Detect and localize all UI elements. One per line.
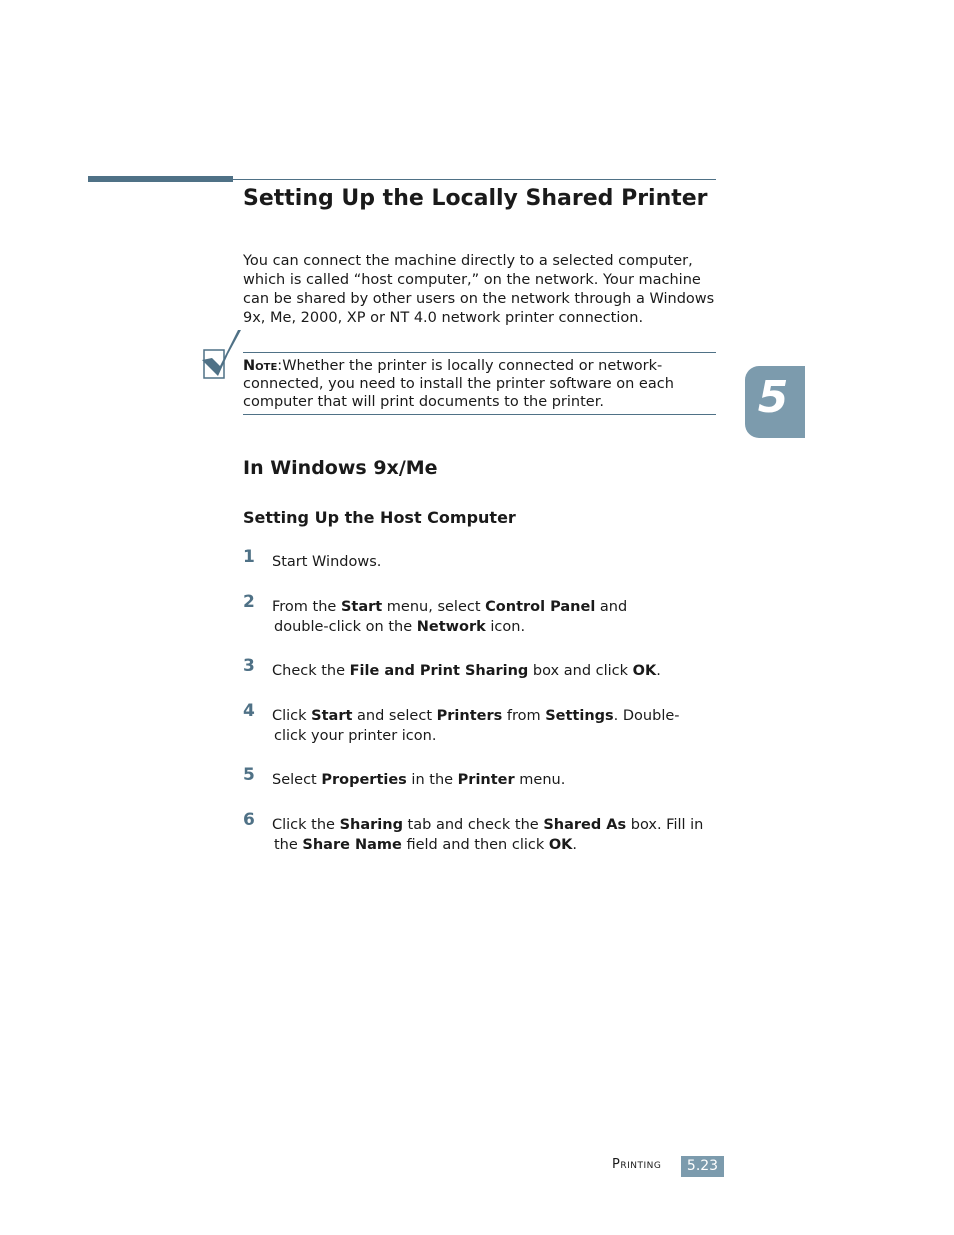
- step-ui-term: Network: [416, 619, 486, 635]
- step-ui-term: Sharing: [339, 817, 403, 833]
- step-text-segment: Start Windows.: [272, 554, 382, 570]
- step-text: [272, 815, 703, 835]
- step-text-segment: from: [502, 708, 546, 724]
- intro-line: can be shared by other users on the network through a Windows: [243, 291, 715, 307]
- step-text-segment: click your printer icon.: [274, 728, 437, 744]
- step-ui-term: OK: [548, 837, 573, 853]
- step-text: [272, 661, 661, 681]
- step-text-segment: menu.: [514, 772, 566, 788]
- step-text-segment: field and then click: [401, 837, 549, 853]
- note-line: computer that will print documents to the printer.: [243, 394, 604, 410]
- step-number: 4: [243, 701, 255, 721]
- step-text-segment: From the: [272, 599, 341, 615]
- note-text: Note:Whether the printer is locally connected or network- connected, you need to install the printer software on each computer that will print documents to the printer.: [243, 358, 674, 410]
- step-text-segment: icon.: [485, 619, 526, 635]
- step-text-segment: .: [656, 663, 661, 679]
- step-ui-term: Start: [311, 708, 353, 724]
- step-text: [272, 597, 627, 617]
- step-ui-term: File and Print Sharing: [349, 663, 529, 679]
- step-text-segment: box. Fill in: [626, 817, 704, 833]
- step-ui-term: OK: [632, 663, 657, 679]
- chapter-number: 5: [757, 372, 789, 423]
- intro-line: 9x, Me, 2000, XP or NT 4.0 network printer connection.: [243, 310, 644, 326]
- step-text: [272, 770, 565, 790]
- note-label: Note: [243, 358, 278, 374]
- subsection-heading: Setting Up the Host Computer: [243, 508, 516, 527]
- note-line: Whether the printer is locally connected or network-: [282, 358, 663, 374]
- step-text-segment: and select: [352, 708, 437, 724]
- step-text-segment: and: [595, 599, 628, 615]
- step-ui-term: Share Name: [302, 837, 402, 853]
- step-text-segment: .: [572, 837, 578, 853]
- step-ui-term: Printers: [436, 708, 503, 724]
- step-text-segment: menu, select: [382, 599, 486, 615]
- step-text-segment: the: [274, 837, 303, 853]
- note-box: [243, 352, 716, 415]
- heading-rule-thick: [88, 176, 233, 182]
- step-text-segment: in the: [406, 772, 458, 788]
- step-text: [274, 726, 436, 746]
- step-text-segment: Check the: [272, 663, 350, 679]
- step-text: [274, 835, 577, 855]
- note-line: connected, you need to install the printer software on each: [243, 376, 674, 392]
- step-ui-term: Control Panel: [485, 599, 596, 615]
- step-ui-term: Start: [340, 599, 383, 615]
- step-text-segment: Select: [272, 772, 322, 788]
- step-text: [272, 706, 680, 726]
- step-number: 6: [243, 810, 255, 830]
- step-text-segment: box and click: [528, 663, 633, 679]
- step-number: 2: [243, 592, 255, 612]
- intro-line: which is called “host computer,” on the network. Your machine: [243, 272, 701, 288]
- footer-section-title: Printing: [612, 1157, 662, 1172]
- note-checkmark-icon: [198, 328, 244, 382]
- step-ui-term: Properties: [321, 772, 407, 788]
- step-ui-term: Settings: [545, 708, 614, 724]
- step-ui-term: Shared As: [543, 817, 627, 833]
- step-text: [274, 617, 525, 637]
- page-heading: Setting Up the Locally Shared Printer: [243, 186, 708, 211]
- footer-page-number: 5.23: [681, 1156, 724, 1177]
- step-text-segment: . Double-: [613, 708, 680, 724]
- chapter-tab: [745, 366, 805, 438]
- section-heading: In Windows 9x/Me: [243, 457, 438, 479]
- step-text-segment: double-click on the: [274, 619, 417, 635]
- intro-line: You can connect the machine directly to a selected computer,: [243, 253, 693, 269]
- step-ui-term: Printer: [457, 772, 515, 788]
- step-text-segment: Click: [272, 708, 312, 724]
- step-number: 1: [243, 547, 255, 567]
- step-text-segment: tab and check the: [402, 817, 544, 833]
- step-number: 5: [243, 765, 255, 785]
- step-text: [272, 552, 381, 572]
- step-number: 3: [243, 656, 255, 676]
- intro-paragraph: [243, 252, 723, 328]
- heading-rule-thin: [233, 179, 716, 180]
- step-text-segment: Click the: [272, 817, 340, 833]
